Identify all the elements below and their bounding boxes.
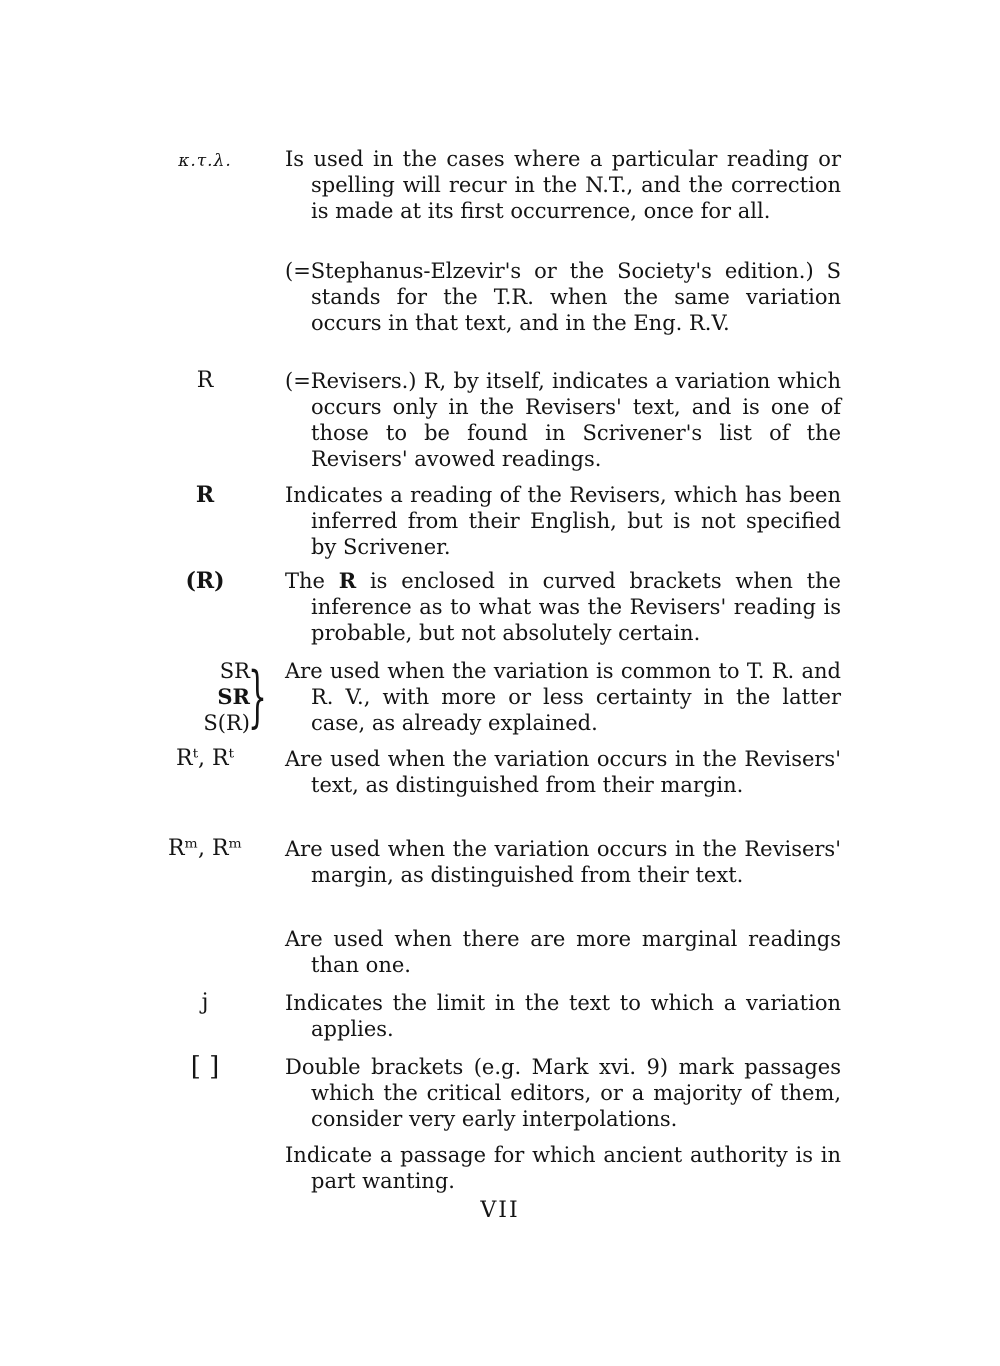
- entry-symbol: (R): [185, 568, 225, 594]
- entry-symbol: R: [195, 482, 215, 508]
- entry-symbol-sr-bold: SR: [217, 684, 250, 709]
- entry-symbol: [ ]: [190, 1052, 220, 1082]
- entry-text: (=Stephanus-Elzevir's or the Society's edition.) S stands for the T.R. when the same variation occurs in that text, and in the Eng. R.V.: [285, 259, 841, 335]
- entry-text: Are used when the variation occurs in the Revisers' text, as distinguished from their margin.: [285, 747, 841, 797]
- entry-text: Is used in the cases where a particular reading or spelling will recur in the N.T., and the correction is made at its first occurrence, once for all.: [285, 147, 841, 223]
- curly-brace: }: [248, 658, 267, 735]
- entry-symbol-group: [150, 658, 250, 736]
- entry-symbol-sr: SR: [219, 659, 250, 683]
- entry-symbol: R: [196, 368, 214, 393]
- entry-text-after: is enclosed in curved brackets when the inference as to what was the Revisers' reading is probable, but not absolutely certain.: [311, 569, 841, 645]
- entry-symbol-s-r-bracketed: S(R): [203, 711, 250, 735]
- entry-symbol: Rᵗ, Rᵗ: [176, 746, 234, 771]
- entry-text-before: The: [285, 569, 325, 593]
- entry-text: Indicates the limit in the text to which a variation applies.: [285, 991, 841, 1041]
- entry-text: [285, 568, 841, 646]
- entry-symbol: j: [201, 990, 209, 1015]
- entry-text: Double brackets (e.g. Mark xvi. 9) mark passages which the critical editors, or a majority of them, consider very early interpolations.: [285, 1055, 841, 1131]
- page-number: VII: [480, 1198, 520, 1223]
- entry-text-bold: R: [338, 568, 357, 593]
- entry-text: (=Revisers.) R, by itself, indicates a variation which occurs only in the Revisers' text, and is one of those to be found in Scrivener's list of the Revisers' avowed readings.: [285, 369, 841, 471]
- entry-text: Indicate a passage for which ancient authority is in part wanting.: [285, 1143, 841, 1193]
- entry-symbol: Rᵐ, Rᵐ: [167, 836, 243, 861]
- entry-text: Are used when there are more marginal readings than one.: [285, 927, 841, 977]
- entry-text: Indicates a reading of the Revisers, which has been inferred from their English, but is not specified by Scrivener.: [285, 483, 841, 559]
- entry-symbol: κ.τ.λ.: [178, 151, 232, 171]
- entry-text: Are used when the variation occurs in the Revisers' margin, as distinguished from their text.: [285, 837, 841, 887]
- entry-text: Are used when the variation is common to T. R. and R. V., with more or less certainty in the latter case, as already explained.: [285, 659, 841, 735]
